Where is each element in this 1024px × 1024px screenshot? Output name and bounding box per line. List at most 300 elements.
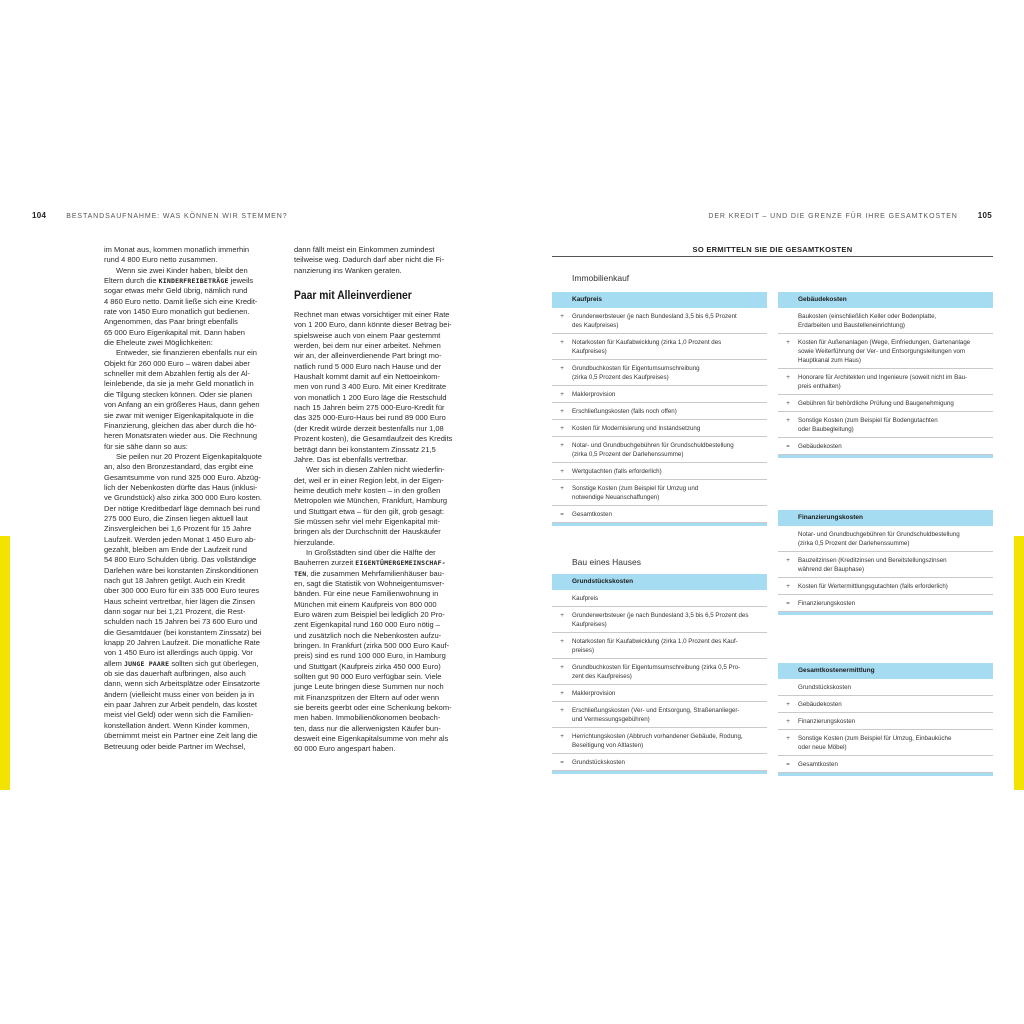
plus-sign: +: [560, 339, 564, 346]
text-run: werden, bei dem nur einer arbeitet. Nehmen: [294, 341, 441, 351]
text-run: hierzulande.: [294, 537, 335, 547]
table-bottom-rule: [778, 773, 993, 776]
table-row: [552, 360, 767, 386]
text-run: Objekt für 260 000 Euro – wären dabei aber: [104, 358, 250, 368]
plus-sign: +: [560, 485, 564, 492]
text-line: [294, 413, 470, 423]
text-run: Gesamtsumme von rund 325 000 Euro. Abzüg-: [104, 472, 261, 482]
text-line: [104, 493, 280, 503]
text-run: Eltern durch die: [104, 276, 159, 286]
text-run: gezahlt, bleiben am Ende der Laufzeit rund: [104, 544, 248, 554]
yellow-accent-bar-left: [0, 536, 10, 790]
text-run: 65 000 Euro Eigenkapital mit. Dann haben: [104, 327, 245, 337]
plus-sign: +: [560, 365, 564, 372]
text-line: [294, 558, 470, 568]
row-text: Notarkosten für Kaufabwicklung (zirka 1,0 Prozent des Kaufpreises): [572, 339, 722, 355]
text-line: [104, 483, 280, 493]
table-row: [552, 420, 767, 437]
table-row: [778, 308, 993, 334]
text-run: ve Grundstück) also zirka 300 000 Euro kosten.: [104, 493, 262, 503]
equals-sign: =: [560, 759, 564, 766]
plus-sign: +: [786, 400, 790, 407]
text-run: die Tilgung stecken können. Oder sie planen: [104, 389, 253, 399]
text-line: [294, 693, 470, 703]
text-line: [104, 411, 280, 421]
text-line: [104, 700, 280, 710]
row-text: Baukosten (einschließlich Keller oder Bodenplatte, Erdarbeiten und Baustelleneinrichtung): [798, 313, 937, 329]
table-row: [778, 369, 993, 395]
text-line: [104, 648, 280, 658]
text-run: im Monat aus, kommen monatlich immerhin: [104, 245, 250, 254]
plus-sign: +: [786, 374, 790, 381]
text-line: [104, 369, 280, 379]
text-line: [294, 465, 470, 475]
text-line: [104, 421, 280, 431]
section-heading-alleinverdiener: Paar mit Alleinverdiener: [294, 288, 412, 303]
text-line: [104, 628, 280, 638]
text-line: [294, 672, 470, 682]
table-bottom-rule: [778, 612, 993, 615]
row-text: Maklerprovision: [572, 690, 616, 697]
text-run: sogar etwas mehr Geld übrig, nämlich rund: [104, 286, 248, 296]
plus-sign: +: [560, 612, 564, 619]
text-line: [294, 362, 470, 372]
text-run: bänden. Für eine neue Familienwohnung in: [294, 589, 439, 599]
text-run: konstellation ändert. Wenn Kinder kommen,: [104, 720, 250, 730]
text-run: Euro wären zum Beispiel bei lediglich 20 Pro-: [294, 610, 445, 619]
text-line: [294, 734, 470, 744]
page-number-right: 105: [977, 211, 992, 220]
plus-sign: +: [560, 425, 564, 432]
text-line: [104, 545, 280, 555]
text-line: [294, 341, 470, 351]
table-row: [552, 463, 767, 480]
text-line: [294, 245, 470, 255]
row-text: Maklerprovision: [572, 391, 616, 398]
table-row: [552, 437, 767, 463]
text-run: 275 000 Euro, die Zinsen liegen aktuell laut: [104, 513, 248, 523]
text-line: [104, 442, 280, 452]
table-row: [552, 685, 767, 702]
text-run: Prozent kosten), die Gesamtlaufzeit des Kredits: [294, 434, 453, 444]
text-run: rate von 1450 Euro monatlich gut bedienen.: [104, 307, 250, 317]
row-text: Sonstige Kosten (zum Beispiel für Umzug und notwendige Neuanschaffungen): [572, 485, 699, 501]
page-number-left: 104: [32, 211, 47, 220]
equals-sign: =: [786, 761, 790, 768]
text-run: jeweils: [228, 276, 254, 286]
text-line: [294, 703, 470, 713]
text-run: heren Monatsraten wieder aus. Die Rechnung: [104, 431, 258, 441]
text-run: Der nötige Kreditbedarf läge demnach bei rund: [104, 503, 260, 513]
table-row: [778, 730, 993, 756]
plus-sign: +: [786, 557, 790, 564]
text-line: [104, 514, 280, 524]
text-run: knapp 20 Jahren Laufzeit. Die monatliche Rate: [104, 638, 260, 648]
text-line: [104, 317, 280, 327]
running-head-right-text: DER KREDIT – UND DIE GRENZE FÜR IHRE GESAMTKOSTEN: [708, 213, 958, 220]
highlight-term: TEN: [294, 569, 307, 578]
title-divider: [552, 256, 993, 257]
text-line: [294, 682, 470, 692]
table-row: [778, 438, 993, 455]
row-text: Erschließungskosten (falls noch offen): [572, 408, 677, 415]
text-run: ob sie das dauerhaft aufbringen, also auch: [104, 669, 246, 679]
text-line: [294, 631, 470, 641]
text-run: Sie müssen sehr viel mehr Eigenkapital mit-: [294, 516, 440, 526]
text-line: [104, 607, 280, 617]
table-row: [552, 702, 767, 728]
row-text: Sonstige Kosten (zum Beispiel für Bodengutachten oder Baubegleitung): [798, 417, 938, 433]
text-line: [294, 610, 470, 620]
text-run: von 1 200 Euro, dann könnte dieser Betrag bei-: [294, 320, 452, 330]
text-line: [294, 266, 470, 276]
operator-blank: [778, 308, 798, 333]
table-header: Gebäudekosten: [778, 292, 993, 308]
row-text: Sonstige Kosten (zum Beispiel für Umzug, Einbauküche oder neue Möbel): [798, 735, 952, 751]
text-run: Betreuung oder beide Partner im Wechsel,: [104, 741, 246, 751]
text-run: sollten sich gut überlegen,: [169, 658, 259, 668]
text-run: Darlehen wäre bei konstanten Zinskonditionen: [104, 565, 259, 575]
operator-blank: [778, 679, 798, 695]
text-line: [294, 434, 470, 444]
text-line: [294, 517, 470, 527]
highlight-term: JUNGE PAARE: [124, 659, 170, 668]
table-row: [552, 728, 767, 754]
text-run: und zusätzlich noch die Nebenkosten aufzu-: [294, 630, 442, 640]
text-run: Bauherren zurzeit: [294, 558, 356, 568]
row-text: Herrichtungskosten (Abbruch vorhandener Gebäude, Rodung, Beseitigung von Altlasten): [572, 733, 743, 749]
text-run: preis) sind es rund 100 000 Euro, in Hamburg: [294, 651, 446, 661]
text-line: [294, 372, 470, 382]
table-gebaeudekosten: [778, 292, 993, 458]
text-run: Laufzeit. Werden jeden Monat 1 450 Euro ab-: [104, 534, 256, 544]
operator-blank: [778, 526, 798, 551]
text-run: Entweder, sie finanzieren ebenfalls nur ein: [116, 348, 257, 358]
row-text: Grunderwerbsteuer (je nach Bundesland 3,5 bis 6,5 Prozent des Kaufpreises): [572, 612, 749, 628]
row-text: Bauzeitzinsen (Kreditzinsen und Bereitstellungszinsen während der Bauphase): [798, 557, 947, 573]
text-run: nach gut 18 Jahren getilgt. Auch ein Kredit: [104, 576, 245, 585]
table-row: [552, 607, 767, 633]
table-row: [552, 633, 767, 659]
table-row: [552, 386, 767, 403]
text-line: [104, 731, 280, 741]
text-line: [294, 382, 470, 392]
row-text: Wertgutachten (falls erforderlich): [572, 468, 662, 475]
text-line: [104, 328, 280, 338]
body-column-1: [104, 245, 280, 752]
text-run: allem: [104, 658, 125, 668]
text-run: In Großstädten sind über die Hälfte der: [306, 547, 436, 557]
body-column-2: [294, 245, 470, 755]
text-run: lich der Nebenkosten dürfte das Haus (inklusi-: [104, 482, 258, 492]
text-line: [294, 455, 470, 465]
text-line: [294, 255, 470, 265]
text-run: meist viel Geld) oder wenn sich die Familien-: [104, 710, 254, 720]
text-line: [294, 579, 470, 589]
text-run: rund 4 800 Euro netto zusammen.: [104, 255, 218, 265]
text-line: [294, 662, 470, 672]
row-text: Grunderwerbsteuer (je nach Bundesland 3,5 bis 6,5 Prozent des Kaufpreises): [572, 313, 737, 329]
text-run: Zinsvergleichen bei 1,6 Prozent für 15 Jahre: [104, 524, 252, 534]
text-run: mit Finanzspritzen der Eltern auf oder wenn: [294, 692, 440, 702]
text-line: [294, 445, 470, 455]
text-run: men haben. Immobilienökonomen beobach-: [294, 713, 441, 723]
text-line: [104, 473, 280, 483]
text-run: , die zusammen Mehrfamilienhäuser bau-: [306, 568, 445, 578]
table-row: [552, 506, 767, 523]
table-finanzierungskosten: [778, 510, 993, 615]
plus-sign: +: [560, 638, 564, 645]
row-text: Honorare für Architekten und Ingenieure (soweit nicht im Bau- preis enthalten): [798, 374, 968, 390]
text-line: [294, 651, 470, 661]
plus-sign: +: [786, 583, 790, 590]
table-header: Gesamtkostenermittlung: [778, 663, 993, 679]
text-line: [294, 641, 470, 651]
text-line: [294, 620, 470, 630]
text-run: über 300 000 Euro für ein 335 000 Euro teures: [104, 586, 260, 596]
text-run: Haus scheint vertretbar, hier lägen die Zinsen: [104, 596, 255, 606]
table-row: [778, 756, 993, 773]
text-line: [104, 245, 280, 255]
text-line: [104, 431, 280, 441]
text-run: an, also den Bronzestandard, das ergibt eine: [104, 462, 254, 472]
table-row: [552, 590, 767, 607]
row-text: Kosten für Modernisierung und Instandsetzung: [572, 425, 701, 432]
row-text: Gebühren für behördliche Prüfung und Baugenehmigung: [798, 400, 954, 407]
text-line: [104, 266, 280, 276]
highlight-term: KINDERFREIBETRÄGE: [158, 277, 229, 286]
text-run: wir an, der alleinverdienende Part bringt mo-: [294, 351, 442, 361]
text-line: [104, 576, 280, 586]
equals-sign: =: [786, 600, 790, 607]
text-run: sollten gut 90 000 Euro verfügbar sein. Viele: [294, 672, 442, 682]
table-row: [552, 659, 767, 685]
text-run: beträgt dann bei konstantem Zinssatz 21,5: [294, 444, 436, 454]
plus-sign: +: [786, 339, 790, 346]
plus-sign: +: [786, 735, 790, 742]
text-line: [104, 597, 280, 607]
text-run: teilweise weg. Dadurch darf aber nicht die Fi-: [294, 255, 445, 265]
text-run: bringen als der Durchschnitt der Hauskäufer: [294, 527, 441, 537]
text-line: [104, 390, 280, 400]
text-run: für sie sähe dann so aus:: [104, 441, 188, 451]
text-line: [104, 359, 280, 369]
text-run: men von rund 3 400 Euro. Mit einer Kreditrate: [294, 382, 447, 392]
table-row: [552, 308, 767, 334]
text-line: [294, 538, 470, 548]
plus-sign: +: [560, 733, 564, 740]
row-text: Grundbuchkosten für Eigentumsumschreibung (zirka 0,5 Prozent des Kaufpreises): [572, 365, 700, 381]
operator-blank: [552, 590, 572, 606]
plus-sign: +: [560, 664, 564, 671]
text-line: [104, 524, 280, 534]
text-line: [104, 669, 280, 679]
text-run: ein paar Jahren zur Arbeit pendeln, das kostet: [104, 700, 258, 710]
row-text: Kosten für Außenanlagen (Wege, Einfriedungen, Gartenanlage sowie Weiterführung der Ver- und Entsorgungsleitungen vom Hauptkanal zum Haus): [798, 339, 971, 364]
text-run: leinlebende, da sie ja mehr Geld monatlich in: [104, 379, 254, 389]
text-line: [294, 527, 470, 537]
plus-sign: +: [560, 468, 564, 475]
table-grundstueckskosten: [552, 574, 767, 774]
text-run: 4 860 Euro netto. Damit ließe sich eine Kredit-: [104, 296, 258, 306]
table-kaufpreis: [552, 292, 767, 526]
text-line: [104, 379, 280, 389]
text-run: Rechnet man etwas vorsichtiger mit einer Rate: [294, 310, 450, 320]
text-line: [294, 393, 470, 403]
text-run: natlich rund 5 000 Euro nach Hause und der: [294, 361, 442, 371]
table-row: [778, 412, 993, 438]
text-line: [294, 331, 470, 341]
table-bottom-rule: [552, 523, 767, 526]
text-line: [294, 569, 470, 579]
text-line: [294, 589, 470, 599]
table-row: [778, 679, 993, 696]
plus-sign: +: [560, 313, 564, 320]
plus-sign: +: [786, 718, 790, 725]
table-header: Finanzierungskosten: [778, 510, 993, 526]
highlight-term: EIGENTÜMERGEMEINSCHAF-: [355, 559, 446, 568]
row-text: Grundstückskosten: [798, 684, 851, 691]
plus-sign: +: [560, 391, 564, 398]
plus-sign: +: [560, 408, 564, 415]
text-run: Haushalt kommt damit auf ein Nettoeinkom-: [294, 372, 440, 382]
table-header: Kaufpreis: [552, 292, 767, 308]
running-head-right: [708, 211, 992, 220]
table-row: [778, 526, 993, 552]
text-line: [104, 586, 280, 596]
text-line: [294, 496, 470, 506]
text-run: dann fällt meist ein Einkommen zumindest: [294, 245, 435, 254]
plus-sign: +: [560, 442, 564, 449]
plus-sign: +: [560, 707, 564, 714]
text-line: [294, 403, 470, 413]
text-line: [104, 297, 280, 307]
text-line: [104, 286, 280, 296]
text-line: [294, 424, 470, 434]
text-line: [104, 617, 280, 627]
text-run: Jahre. Das ist ebenfalls vertretbar.: [294, 454, 408, 464]
text-run: bringen. In Frankfurt (zirka 500 000 Euro Kauf-: [294, 641, 450, 651]
text-run: die Eheleute zwei Möglichkeiten:: [104, 338, 213, 348]
row-text: Gesamtkosten: [572, 511, 612, 518]
text-line: [104, 338, 280, 348]
table-row: [778, 395, 993, 412]
text-run: ten, dass nur die allerwenigsten Käufer bun-: [294, 723, 441, 733]
text-line: [294, 351, 470, 361]
yellow-accent-bar-right: [1014, 536, 1024, 790]
text-line: [104, 504, 280, 514]
text-line: [104, 690, 280, 700]
text-line: [104, 555, 280, 565]
equals-sign: =: [786, 443, 790, 450]
section-label-hausbau: Bau eines Hauses: [572, 557, 641, 567]
text-run: das 325 000-Euro-Haus bei rund 89 000 Euro: [294, 413, 446, 423]
table-row: [778, 334, 993, 369]
text-run: Sie peilen nur 20 Prozent Eigenkapitalquote: [116, 451, 262, 461]
text-run: und Stuttgart (Kaufpreis zirka 450 000 Euro): [294, 661, 441, 671]
text-line: [104, 679, 280, 689]
text-run: Wer sich in diesen Zahlen nicht wiederfin-: [306, 465, 445, 475]
row-text: Gebäudekosten: [798, 701, 842, 708]
table-row: [552, 754, 767, 771]
row-text: Gebäudekosten: [798, 443, 842, 450]
table-row: [778, 713, 993, 730]
text-run: Metropolen wie München, Frankfurt, Hamburg: [294, 496, 447, 506]
text-run: nach 15 Jahren beim 275 000-Euro-Kredit für: [294, 403, 445, 413]
text-line: [104, 721, 280, 731]
text-run: schneller mit dem Abzahlen fertig als der Al-: [104, 369, 250, 379]
text-run: schulden nach 15 Jahren bei 73 600 Euro und: [104, 617, 258, 627]
text-run: en, sagt die Statistik von Wohneigentumsver-: [294, 578, 445, 588]
text-run: und Stuttgart etwa – für den gilt, grob gesagt:: [294, 506, 445, 516]
text-run: nanzierung ins Wanken geraten.: [294, 265, 402, 275]
text-line: [104, 276, 280, 286]
text-run: Finanzierung, gleichen das aber durch die hö-: [104, 420, 257, 430]
text-line: [104, 400, 280, 410]
text-run: heime deutlich mehr kosten – in den großen: [294, 485, 441, 495]
table-header: Grundstückskosten: [552, 574, 767, 590]
text-run: übernimmt meist ein Partner eine Zeit lang die: [104, 731, 258, 741]
row-text: Notar- und Grundbuchgebühren für Grundschuldbestellung (zirka 0,5 Prozent der Darlehenssumme): [572, 442, 734, 458]
table-row: [778, 696, 993, 713]
text-line: [104, 462, 280, 472]
text-line: [294, 310, 470, 320]
text-line: [294, 744, 470, 754]
text-line: [104, 742, 280, 752]
text-run: von Anfang an ein größeres Haus, dann gehen: [104, 400, 260, 410]
text-run: die Gesamtdauer (bei konstantem Zinssatz) bei: [104, 627, 262, 637]
body-column-2-intro: [294, 245, 470, 276]
row-text: Grundbuchkosten für Eigentumsumschreibung (zirka 0,5 Pro- zent des Kaufpreises): [572, 664, 741, 680]
table-gesamtkostenermittlung: [778, 663, 993, 776]
text-run: Wenn sie zwei Kinder haben, bleibt den: [116, 265, 248, 275]
table-row: [552, 403, 767, 420]
text-line: [294, 548, 470, 558]
text-line: [294, 713, 470, 723]
table-title: SO ERMITTELN SIE DIE GESAMTKOSTEN: [692, 245, 853, 254]
equals-sign: =: [560, 511, 564, 518]
text-run: von 1 450 Euro ist allerdings auch üppig. Vor: [104, 648, 253, 658]
text-run: ändern (vielleicht muss einer von beiden ja in: [104, 689, 255, 699]
text-line: [294, 486, 470, 496]
text-run: desweit eine Eigenkapitalsumme von mehr als: [294, 734, 449, 744]
text-line: [104, 348, 280, 358]
table-row: [778, 595, 993, 612]
row-text: Grundstückskosten: [572, 759, 625, 766]
text-line: [104, 566, 280, 576]
row-text: Notarkosten für Kaufabwicklung (zirka 1,0 Prozent des Kauf- preises): [572, 638, 738, 654]
row-text: Finanzierungskosten: [798, 718, 856, 725]
text-line: [294, 507, 470, 517]
row-text: Erschließungskosten (Ver- und Entsorgung, Straßenanlieger- und Vermessungsgebühren): [572, 707, 740, 723]
table-row: [778, 578, 993, 595]
text-line: [294, 320, 470, 330]
table-row: [552, 480, 767, 506]
text-line: [104, 710, 280, 720]
text-run: dann, wenn sich Arbeitsplätze oder Einsatzorte: [104, 679, 260, 689]
row-text: Notar- und Grundbuchgebühren für Grundschuldbestellung (zirka 0,5 Prozent der Darlehenssumme): [798, 531, 960, 547]
plus-sign: +: [786, 417, 790, 424]
text-run: von monatlich 1 200 Euro läge die Restschuld: [294, 392, 447, 402]
text-line: [294, 600, 470, 610]
text-line: [104, 535, 280, 545]
text-run: Angenommen, das Paar bringt ebenfalls: [104, 317, 238, 327]
table-row: [778, 552, 993, 578]
table-bottom-rule: [552, 771, 767, 774]
text-run: dann sogar nur bei 1,21 Prozent, die Rest-: [104, 607, 246, 617]
text-run: sie zwar mit weniger Eigenkapitalquote in die: [104, 410, 254, 420]
text-run: zent Eigenkapital rund 160 000 Euro nötig –: [294, 620, 440, 630]
